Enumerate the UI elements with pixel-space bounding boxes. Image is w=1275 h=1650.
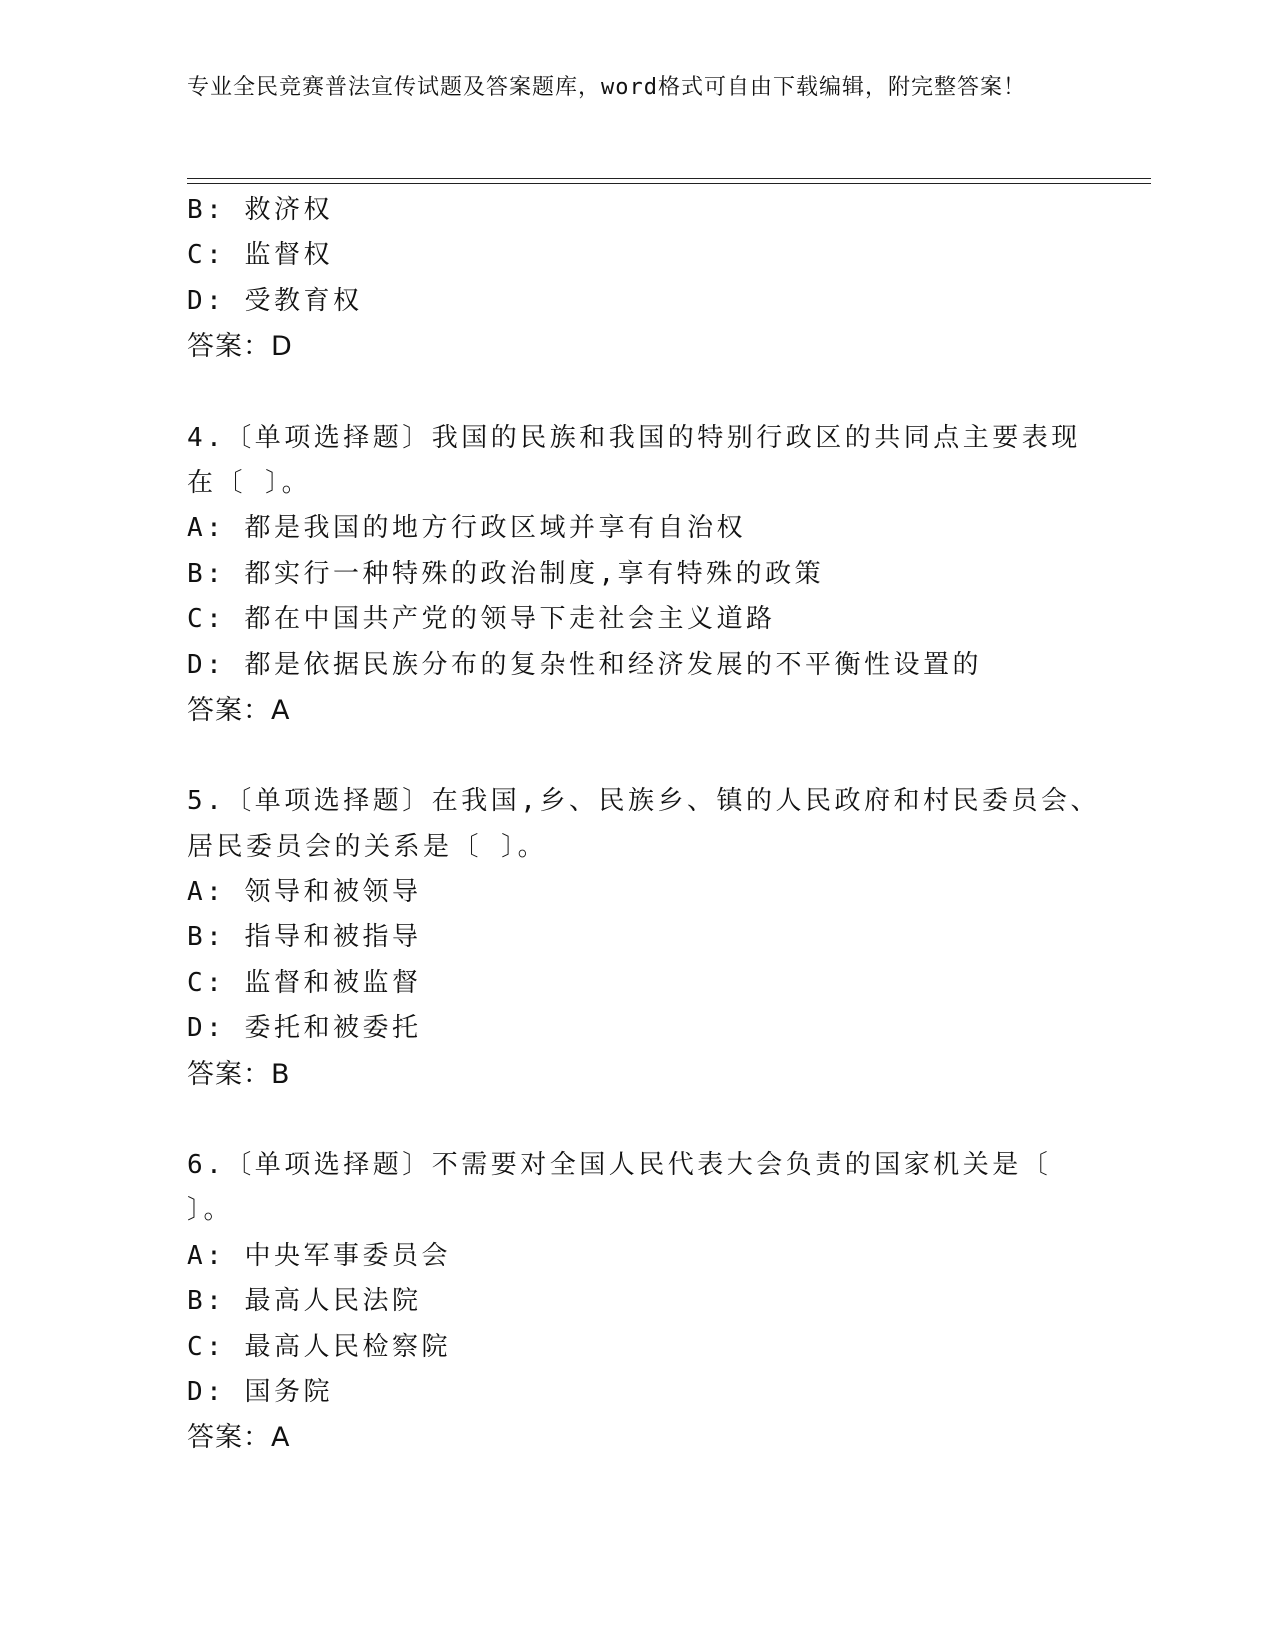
option-label: B:	[187, 1286, 226, 1317]
option-text: 都在中国共产党的领导下走社会主义道路	[244, 604, 776, 635]
option-c	[187, 233, 1087, 278]
header-divider-top	[187, 178, 1151, 179]
option-a	[187, 506, 1087, 551]
option-c	[187, 961, 1087, 1006]
option-label: D:	[187, 1013, 226, 1044]
answer-line: 答案：A	[187, 694, 291, 726]
option-a	[187, 1234, 1087, 1279]
option-text: 最高人民法院	[244, 1286, 422, 1317]
option-label: C:	[187, 604, 226, 635]
option-text: 都实行一种特殊的政治制度,享有特殊的政策	[244, 558, 825, 589]
option-text: 国务院	[244, 1376, 333, 1407]
option-text: 中央军事委员会	[244, 1240, 451, 1271]
question-stem-cont: 在〔 〕。	[187, 467, 312, 498]
option-d	[187, 1370, 1087, 1415]
option-label: B:	[187, 195, 226, 225]
option-b	[187, 552, 1087, 597]
option-text: 委托和被委托	[244, 1013, 422, 1044]
option-label: C:	[187, 240, 226, 271]
option-label: A:	[187, 1240, 226, 1271]
question-stem-cont: 居民委员会的关系是〔 〕。	[187, 831, 548, 862]
option-c	[187, 597, 1087, 642]
option-label: A:	[187, 877, 226, 908]
option-label: D:	[187, 649, 226, 680]
question-list	[187, 188, 1100, 1461]
option-label: B:	[187, 558, 226, 589]
answer-line: 答案：A	[187, 1422, 291, 1454]
option-b	[187, 915, 1087, 960]
option-label: D:	[187, 1376, 226, 1407]
header-divider-bottom	[187, 183, 1151, 184]
option-label: D:	[187, 285, 226, 316]
question-stem: 5.〔单项选择题〕在我国,乡、民族乡、镇的人民政府和村民委员会、	[187, 786, 1100, 817]
option-b	[187, 188, 1087, 233]
option-text: 受教育权	[244, 285, 363, 316]
option-a	[187, 870, 1087, 915]
question-stem: 6.〔单项选择题〕不需要对全国人民代表大会负责的国家机关是〔	[187, 1150, 1052, 1181]
option-text: 监督权	[244, 240, 333, 271]
option-d	[187, 643, 1087, 688]
option-c	[187, 1325, 1087, 1370]
option-label: C:	[187, 967, 226, 998]
option-text: 监督和被监督	[244, 967, 422, 998]
option-d	[187, 1006, 1087, 1051]
option-text: 最高人民检察院	[244, 1331, 451, 1362]
option-label: B:	[187, 922, 226, 953]
answer-line: 答案：D	[187, 331, 293, 363]
answer-line: 答案：B	[187, 1058, 291, 1090]
page-header: 专业全民竞赛普法宣传试题及答案题库，word格式可自由下载编辑，附完整答案！	[187, 75, 1026, 100]
option-label: C:	[187, 1331, 226, 1362]
option-text: 都是依据民族分布的复杂性和经济发展的不平衡性设置的	[244, 649, 982, 680]
question-stem-cont: 〕。	[187, 1195, 234, 1226]
option-text: 领导和被领导	[244, 877, 422, 908]
option-text: 救济权	[244, 195, 333, 225]
option-d	[187, 279, 1087, 324]
option-b	[187, 1279, 1087, 1324]
question-stem: 4.〔单项选择题〕我国的民族和我国的特别行政区的共同点主要表现	[187, 422, 1081, 453]
option-label: A:	[187, 513, 226, 544]
option-text: 都是我国的地方行政区域并享有自治权	[244, 513, 746, 544]
option-text: 指导和被指导	[244, 922, 422, 953]
